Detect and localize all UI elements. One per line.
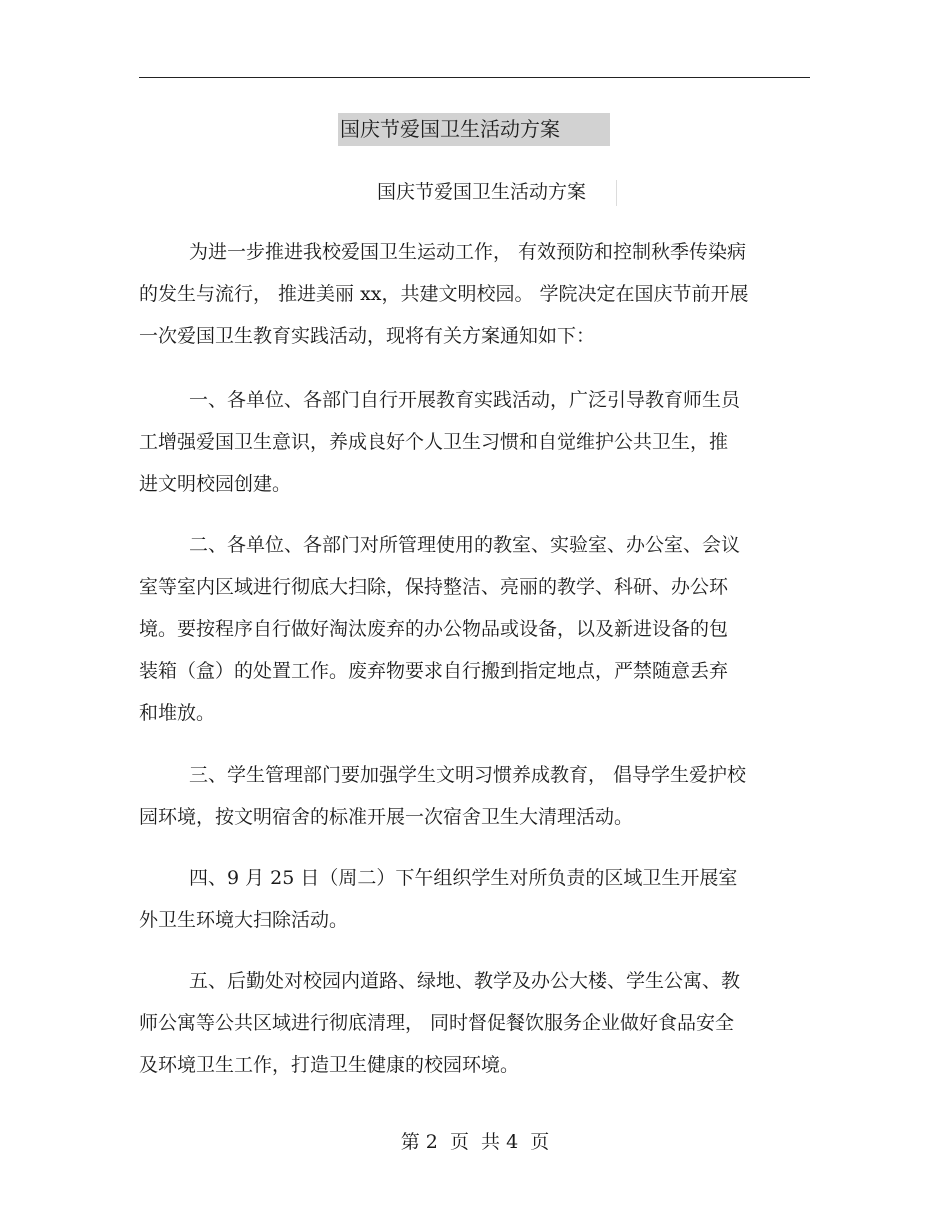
document-title: 国庆节爱国卫生活动方案 [338, 113, 610, 146]
page-number-footer: 第 2 页 共 4 页 [400, 1131, 550, 1153]
paragraph-line: 一、各单位、各部门自行开展教育实践活动，广泛引导教育师生员 [189, 389, 741, 411]
paragraph-line: 装箱（盒）的处置工作。废弃物要求自行搬到指定地点，严禁随意丢弃 [139, 660, 729, 682]
paragraph-line: 五、后勤处对校园内道路、绿地、教学及办公大楼、学生公寓、教 [189, 970, 741, 992]
paragraph-line: 一次爱国卫生教育实践活动，现将有关方案通知如下： [139, 325, 596, 347]
paragraph-line: 四、9 月 25 日（周二）下午组织学生对所负责的区域卫生开展室 [189, 867, 738, 889]
paragraph-line: 二、各单位、各部门对所管理使用的教室、实验室、办公室、会议 [189, 534, 741, 556]
paragraph-line: 及环境卫生工作，打造卫生健康的校园环境。 [139, 1054, 520, 1076]
paragraph-line: 师公寓等公共区域进行彻底清理， 同时督促餐饮服务企业做好食品安全 [139, 1012, 735, 1034]
paragraph-line: 室等室内区域进行彻底大扫除，保持整洁、亮丽的教学、科研、办公环 [139, 576, 729, 598]
paragraph-line: 工增强爱国卫生意识，养成良好个人卫生习惯和自觉维护公共卫生，推 [139, 431, 729, 453]
paragraph-line: 园环境，按文明宿舍的标准开展一次宿舍卫生大清理活动。 [139, 806, 634, 828]
paragraph-line: 的发生与流行， 推进美丽 xx，共建文明校园。 学院决定在国庆节前开展 [139, 283, 749, 305]
header-rule [139, 77, 810, 78]
text-cursor-marker [616, 180, 617, 206]
paragraph-line: 为进一步推进我校爱国卫生运动工作， 有效预防和控制秋季传染病 [189, 241, 747, 263]
paragraph-line: 进文明校园创建。 [139, 473, 292, 495]
document-subtitle: 国庆节爱国卫生活动方案 [377, 181, 587, 203]
paragraph-line: 和堆放。 [139, 702, 216, 724]
paragraph-line: 三、学生管理部门要加强学生文明习惯养成教育， 倡导学生爱护校 [189, 764, 747, 786]
paragraph-line: 外卫生环境大扫除活动。 [139, 909, 349, 931]
paragraph-line: 境。要按程序自行做好淘汰废弃的办公物品或设备，以及新进设备的包 [139, 618, 729, 640]
